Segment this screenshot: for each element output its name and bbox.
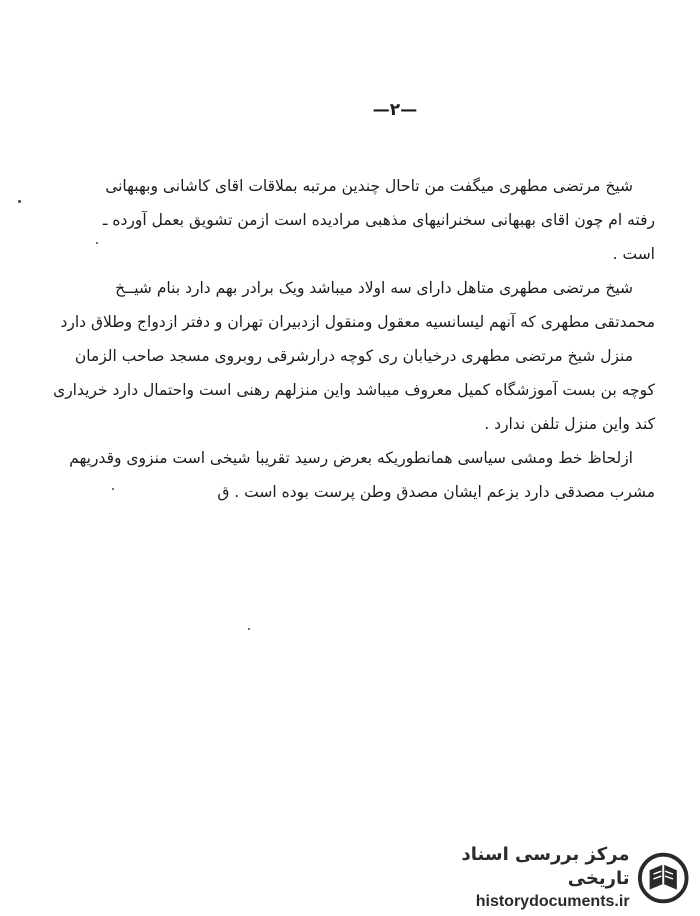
paragraph-1	[40, 176, 655, 278]
document-body	[40, 176, 655, 516]
watermark-url: historydocuments.ir	[475, 893, 630, 910]
archive-watermark	[400, 845, 690, 911]
text-line: مشرب مصدقی دارد بزعم ایشان مصدق وطن پرست بوده است . ق	[217, 483, 655, 501]
page-number: —٢—	[372, 100, 418, 120]
text-line: کوچه بن بست آموزشگاه کمیل معروف میباشد واین منزلهم رهنی است واحتمال دارد خریداری	[53, 381, 655, 399]
text-line: رفته ام چون اقای بهبهانی سخنرانیهای مذهبی مرادیده است ازمن تشویق بعمل آورده ـ	[102, 211, 655, 229]
text-line: شیخ مرتضی مطهری میگفت من تاحال چندین مرتبه بملاقات اقای کاشانی وبهبهانی	[105, 177, 633, 195]
text-line: ازلحاظ خط ومشی سیاسی همانطوریکه بعرض رسید تقریبا شیخی است منزوی وقدریهم	[69, 449, 633, 467]
scan-speck	[248, 628, 250, 630]
text-line: محمدتقی مطهری که آنهم لیسانسیه معقول ومنقول ازدبیران تهران و دفتر ازدواج وطلاق دارد	[60, 313, 655, 331]
paragraph-2	[40, 278, 655, 448]
book-logo-icon	[636, 850, 690, 906]
scan-speck	[112, 488, 114, 490]
text-line: کند واین منزل تلفن ندارد .	[484, 415, 655, 433]
scan-speck	[18, 200, 21, 203]
watermark-text	[400, 843, 630, 913]
text-line: شیخ مرتضی مطهری متاهل دارای سه اولاد میباشد ویک برادر بهم دارد بنام شیــخ	[115, 279, 633, 297]
watermark-title: مرکز بررسی اسناد تاریخی	[461, 844, 630, 889]
text-line: است .	[612, 245, 655, 263]
text-line: منزل شیخ مرتضی مطهری درخیابان ری کوچه درارشرقی روبروی مسجد صاحب الزمان	[74, 347, 633, 365]
paragraph-3	[40, 448, 655, 516]
scan-speck	[96, 242, 98, 244]
